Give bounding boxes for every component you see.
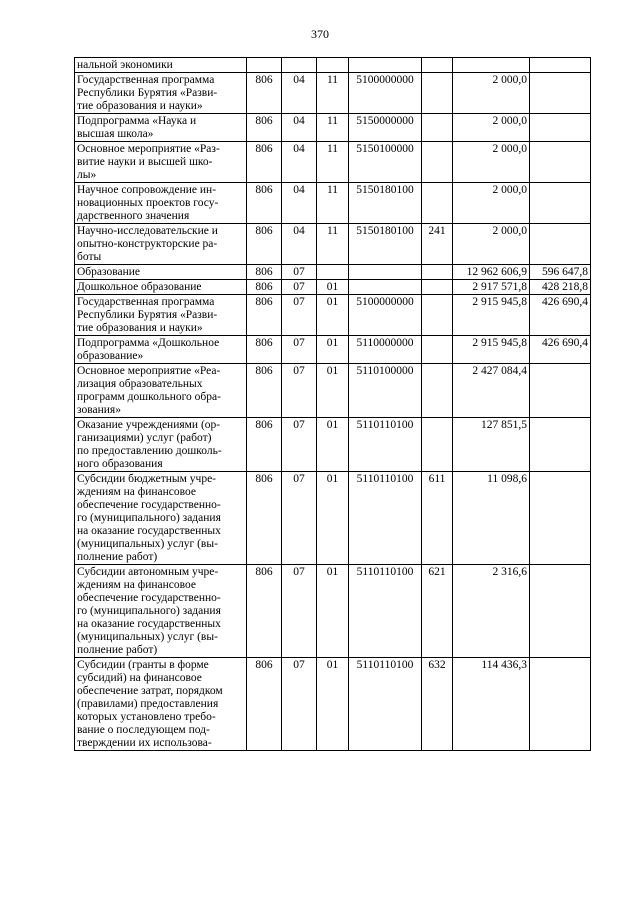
cell-expense-type xyxy=(422,280,453,295)
cell-subsection: 01 xyxy=(317,658,349,751)
cell-target-article xyxy=(349,280,422,295)
cell-target-article: 5150180100 xyxy=(349,183,422,224)
cell-expense-type: 621 xyxy=(422,565,453,658)
item-name-line: обеспечение затрат, порядком xyxy=(77,685,223,697)
budget-table xyxy=(74,57,591,751)
item-name-line: тие образования и науки» xyxy=(77,100,203,112)
cell-expense-type xyxy=(422,183,453,224)
item-name-line: на оказание государственных xyxy=(77,618,221,630)
cell-target-article: 5110100000 xyxy=(349,364,422,418)
table-row xyxy=(75,114,591,142)
cell-subsection: 01 xyxy=(317,280,349,295)
cell-target-article: 5150000000 xyxy=(349,114,422,142)
cell-ved: 806 xyxy=(247,658,282,751)
cell-amount-federal: 428 218,8 xyxy=(530,280,591,295)
cell-amount-total: 2 316,6 xyxy=(453,565,530,658)
cell-target-article: 5100000000 xyxy=(349,73,422,114)
cell-amount-total: 2 917 571,8 xyxy=(453,280,530,295)
item-name-line: Оказание учреждениями (ор- xyxy=(77,419,221,431)
item-name-line: ждениям на финансовое xyxy=(77,579,197,591)
cell-amount-total: 2 915 945,8 xyxy=(453,295,530,336)
item-name-line: нальной экономики xyxy=(77,59,173,71)
cell-subsection: 11 xyxy=(317,142,349,183)
item-name-line: Республики Бурятия «Разви- xyxy=(77,309,218,321)
cell-item-name xyxy=(75,336,247,364)
cell-subsection: 11 xyxy=(317,114,349,142)
item-name-line: лизация образовательных xyxy=(77,378,203,390)
item-name-line: дарственного значения xyxy=(77,210,190,222)
cell-item-name xyxy=(75,295,247,336)
item-name-line: высшая школа» xyxy=(77,128,154,140)
cell-amount-total: 11 098,6 xyxy=(453,472,530,565)
item-name-line: образование» xyxy=(77,350,144,362)
table-row xyxy=(75,658,591,751)
item-name-line: тие образования и науки» xyxy=(77,322,203,334)
item-name-line: по предоставлению дошколь- xyxy=(77,445,222,457)
cell-amount-federal xyxy=(530,658,591,751)
item-name-line: вание о последующем под- xyxy=(77,724,210,736)
cell-target-article xyxy=(349,58,422,73)
cell-ved: 806 xyxy=(247,418,282,472)
cell-target-article: 5110110100 xyxy=(349,418,422,472)
cell-target-article: 5110000000 xyxy=(349,336,422,364)
item-name-line: (правилами) предоставления xyxy=(77,698,219,710)
cell-item-name xyxy=(75,142,247,183)
item-name-line: зования» xyxy=(77,404,121,416)
item-name-line: обеспечение государственно- xyxy=(77,499,221,511)
item-name-line: (муниципальных) услуг (вы- xyxy=(77,631,218,643)
item-name-line: ного образования xyxy=(77,458,163,470)
cell-ved: 806 xyxy=(247,73,282,114)
cell-item-name xyxy=(75,418,247,472)
cell-amount-total: 2 000,0 xyxy=(453,183,530,224)
cell-expense-type xyxy=(422,265,453,280)
item-name-line: Основное мероприятие «Раз- xyxy=(77,143,220,155)
table-row xyxy=(75,565,591,658)
cell-target-article: 5150100000 xyxy=(349,142,422,183)
cell-amount-federal: 596 647,8 xyxy=(530,265,591,280)
cell-section: 07 xyxy=(282,364,317,418)
cell-subsection: 11 xyxy=(317,183,349,224)
cell-ved xyxy=(247,58,282,73)
item-name-line: новационных проектов госу- xyxy=(77,197,219,209)
cell-ved: 806 xyxy=(247,565,282,658)
cell-amount-total: 2 000,0 xyxy=(453,114,530,142)
cell-expense-type xyxy=(422,73,453,114)
cell-section: 07 xyxy=(282,265,317,280)
cell-target-article: 5110110100 xyxy=(349,565,422,658)
item-name-line: полнение работ) xyxy=(77,551,158,563)
cell-section: 07 xyxy=(282,418,317,472)
cell-ved: 806 xyxy=(247,224,282,265)
cell-section: 07 xyxy=(282,280,317,295)
cell-target-article: 5110110100 xyxy=(349,472,422,565)
cell-amount-federal xyxy=(530,114,591,142)
item-name-line: ждениям на финансовое xyxy=(77,486,197,498)
page-number: 370 xyxy=(311,27,329,41)
cell-item-name xyxy=(75,114,247,142)
cell-amount-federal xyxy=(530,142,591,183)
cell-expense-type xyxy=(422,295,453,336)
cell-subsection: 01 xyxy=(317,565,349,658)
cell-ved: 806 xyxy=(247,114,282,142)
cell-ved: 806 xyxy=(247,142,282,183)
cell-section: 07 xyxy=(282,565,317,658)
item-name-line: Основное мероприятие «Реа- xyxy=(77,365,221,377)
cell-section: 04 xyxy=(282,183,317,224)
table-row xyxy=(75,280,591,295)
cell-item-name xyxy=(75,183,247,224)
cell-amount-total xyxy=(453,58,530,73)
cell-amount-total: 127 851,5 xyxy=(453,418,530,472)
cell-expense-type xyxy=(422,142,453,183)
item-name-line: Дошкольное образование xyxy=(77,281,202,293)
cell-amount-federal xyxy=(530,183,591,224)
cell-section: 07 xyxy=(282,472,317,565)
table-row xyxy=(75,472,591,565)
cell-item-name xyxy=(75,58,247,73)
cell-ved: 806 xyxy=(247,183,282,224)
item-name-line: тверждении их использова- xyxy=(77,737,212,749)
cell-subsection: 01 xyxy=(317,295,349,336)
item-name-line: Субсидии (гранты в форме xyxy=(77,659,209,671)
table-row xyxy=(75,265,591,280)
cell-ved: 806 xyxy=(247,295,282,336)
cell-expense-type: 632 xyxy=(422,658,453,751)
cell-item-name xyxy=(75,472,247,565)
cell-item-name xyxy=(75,280,247,295)
item-name-line: Подпрограмма «Дошкольное xyxy=(77,337,220,349)
item-name-line: Образование xyxy=(77,266,141,278)
cell-subsection: 01 xyxy=(317,472,349,565)
cell-target-article: 5150180100 xyxy=(349,224,422,265)
cell-ved: 806 xyxy=(247,265,282,280)
cell-expense-type xyxy=(422,336,453,364)
cell-section: 07 xyxy=(282,295,317,336)
item-name-line: на оказание государственных xyxy=(77,525,221,537)
cell-section: 04 xyxy=(282,114,317,142)
cell-expense-type: 241 xyxy=(422,224,453,265)
cell-amount-federal xyxy=(530,472,591,565)
cell-subsection: 01 xyxy=(317,336,349,364)
cell-expense-type xyxy=(422,58,453,73)
item-name-line: опытно-конструкторские ра- xyxy=(77,238,218,250)
cell-item-name xyxy=(75,224,247,265)
item-name-line: Подпрограмма «Наука и xyxy=(77,115,197,127)
cell-amount-federal xyxy=(530,418,591,472)
cell-amount-total: 2 000,0 xyxy=(453,142,530,183)
cell-ved: 806 xyxy=(247,280,282,295)
item-name-line: Субсидии бюджетным учре- xyxy=(77,473,217,485)
item-name-line: Научно-исследовательские и xyxy=(77,225,218,237)
cell-subsection xyxy=(317,265,349,280)
budget-table-body xyxy=(75,58,591,751)
table-row xyxy=(75,418,591,472)
cell-subsection: 01 xyxy=(317,364,349,418)
cell-amount-total: 12 962 606,9 xyxy=(453,265,530,280)
cell-item-name xyxy=(75,658,247,751)
item-name-line: го (муниципального) задания xyxy=(77,605,221,617)
cell-expense-type xyxy=(422,418,453,472)
cell-amount-federal xyxy=(530,58,591,73)
cell-amount-federal xyxy=(530,73,591,114)
table-row xyxy=(75,183,591,224)
table-row xyxy=(75,224,591,265)
item-name-line: которых установлено требо- xyxy=(77,711,216,723)
cell-item-name xyxy=(75,565,247,658)
item-name-line: Государственная программа xyxy=(77,74,215,86)
cell-expense-type xyxy=(422,114,453,142)
cell-subsection: 11 xyxy=(317,224,349,265)
cell-amount-total: 2 000,0 xyxy=(453,73,530,114)
cell-amount-total: 114 436,3 xyxy=(453,658,530,751)
table-row xyxy=(75,73,591,114)
cell-item-name xyxy=(75,364,247,418)
table-row xyxy=(75,142,591,183)
item-name-line: Государственная программа xyxy=(77,296,215,308)
cell-item-name xyxy=(75,265,247,280)
item-name-line: боты xyxy=(77,251,102,263)
item-name-line: витие науки и высшей шко- xyxy=(77,156,213,168)
item-name-line: Субсидии автономным учре- xyxy=(77,566,219,578)
item-name-line: Научное сопровождение ин- xyxy=(77,184,217,196)
cell-amount-total: 2 915 945,8 xyxy=(453,336,530,364)
cell-amount-federal: 426 690,4 xyxy=(530,336,591,364)
cell-section: 04 xyxy=(282,224,317,265)
cell-amount-total: 2 427 084,4 xyxy=(453,364,530,418)
cell-section: 04 xyxy=(282,73,317,114)
table-row xyxy=(75,364,591,418)
cell-section xyxy=(282,58,317,73)
cell-ved: 806 xyxy=(247,472,282,565)
cell-item-name xyxy=(75,73,247,114)
cell-subsection: 01 xyxy=(317,418,349,472)
cell-section: 04 xyxy=(282,142,317,183)
cell-expense-type: 611 xyxy=(422,472,453,565)
item-name-line: полнение работ) xyxy=(77,644,158,656)
cell-ved: 806 xyxy=(247,336,282,364)
item-name-line: обеспечение государственно- xyxy=(77,592,221,604)
cell-subsection xyxy=(317,58,349,73)
item-name-line: субсидий) на финансовое xyxy=(77,672,202,684)
cell-amount-federal xyxy=(530,364,591,418)
cell-section: 07 xyxy=(282,336,317,364)
cell-expense-type xyxy=(422,364,453,418)
cell-section: 07 xyxy=(282,658,317,751)
item-name-line: программ дошкольного обра- xyxy=(77,391,221,403)
item-name-line: го (муниципального) задания xyxy=(77,512,221,524)
item-name-line: (муниципальных) услуг (вы- xyxy=(77,538,218,550)
cell-ved: 806 xyxy=(247,364,282,418)
cell-amount-federal: 426 690,4 xyxy=(530,295,591,336)
cell-subsection: 11 xyxy=(317,73,349,114)
table-row xyxy=(75,336,591,364)
item-name-line: ганизациями) услуг (работ) xyxy=(77,432,212,444)
cell-target-article: 5110110100 xyxy=(349,658,422,751)
cell-amount-federal xyxy=(530,565,591,658)
cell-amount-federal xyxy=(530,224,591,265)
table-row xyxy=(75,58,591,73)
cell-target-article xyxy=(349,265,422,280)
item-name-line: лы» xyxy=(77,169,97,181)
item-name-line: Республики Бурятия «Разви- xyxy=(77,87,218,99)
cell-target-article: 5100000000 xyxy=(349,295,422,336)
cell-amount-total: 2 000,0 xyxy=(453,224,530,265)
table-row xyxy=(75,295,591,336)
